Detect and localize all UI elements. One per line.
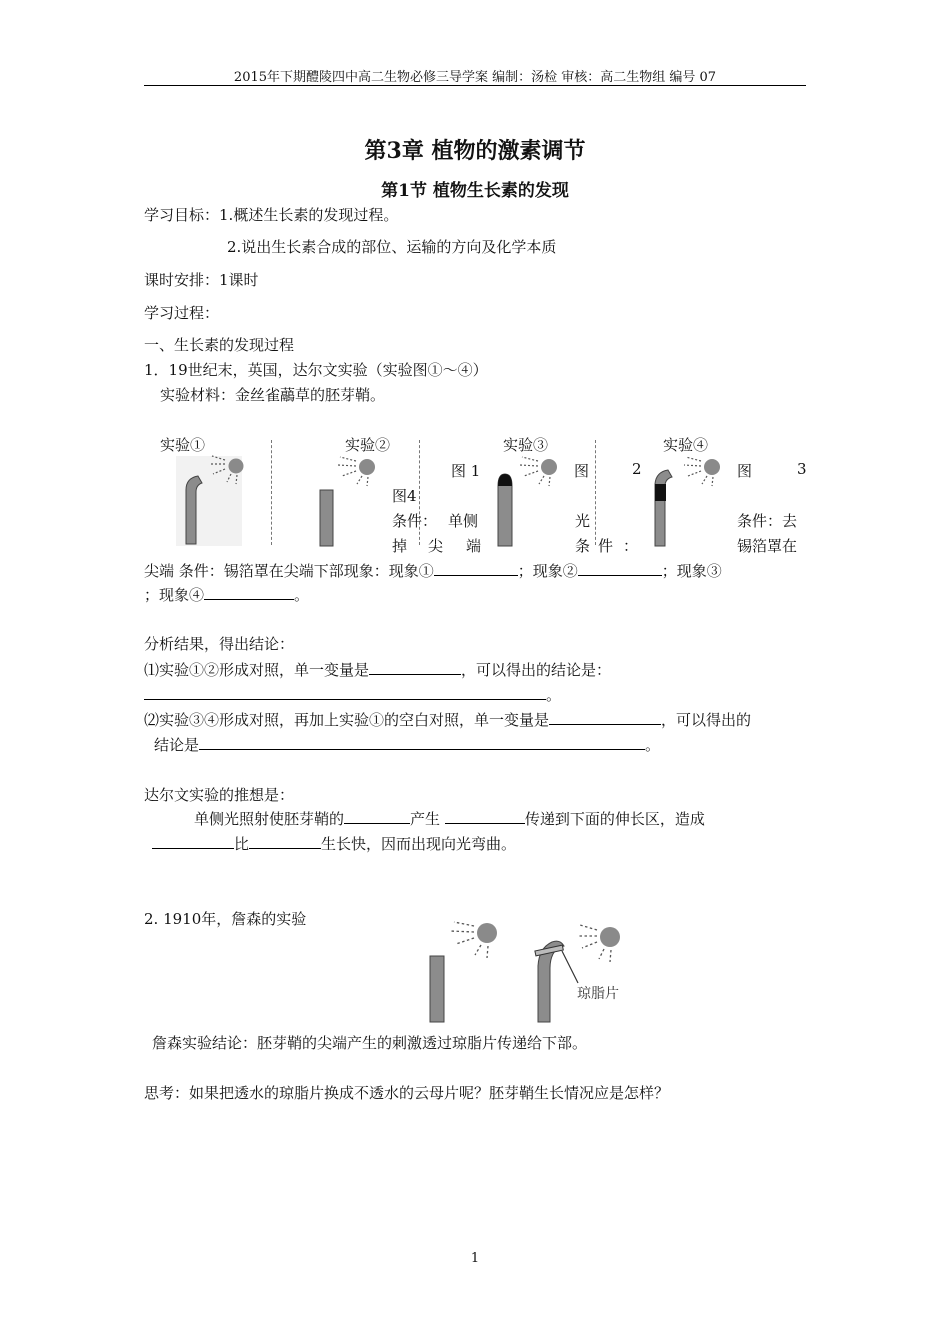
blank-hyp-2[interactable] (445, 822, 525, 824)
hyp-2b: 生长快，因而出现向光弯曲。 (321, 835, 517, 853)
figure-2-coleoptile-cut (318, 452, 388, 546)
cut-b: 尖 (428, 537, 444, 555)
condition-3a: 条 (575, 537, 591, 555)
cut-c: 端 (466, 537, 482, 555)
blank-obs-4[interactable] (204, 598, 294, 600)
jensen-figure-agar (530, 918, 630, 1022)
think-question: 思考：如果把透水的琼脂片换成不透水的云母片呢？胚芽鞘生长情况应是怎样？ (144, 1084, 670, 1102)
q1-text-b: ，可以得出的结论是： (461, 661, 612, 679)
obs-4-label: ；现象④ (144, 586, 205, 604)
q2-text-c: 结论是 (154, 736, 200, 754)
objective-item-2: 2.说出生长素合成的部位、运输的方向及化学本质 (227, 238, 557, 256)
darwin-material: 实验材料：金丝雀虉草的胚芽鞘。 (160, 386, 386, 404)
hyp-1c: 传递到下面的伸长区，造成 (524, 810, 705, 828)
blank-q2-conclusion[interactable] (199, 748, 645, 750)
condition-4: 锡箔罩在 (737, 537, 798, 555)
q2-text-b: ，可以得出的 (661, 711, 752, 729)
blank-obs-2[interactable] (578, 574, 662, 576)
section-title: 第1节 植物生长素的发现 (381, 181, 569, 201)
hyp-1b: 产生 (410, 810, 441, 828)
blank-q1-conclusion[interactable] (144, 698, 546, 700)
sun-icon (338, 457, 375, 486)
analysis-q2-answer (154, 734, 660, 755)
analysis-q1 (144, 659, 611, 680)
exp-label-4: 实验④ (663, 436, 709, 454)
analysis-q2 (144, 709, 751, 730)
hypothesis-line-2 (152, 833, 516, 854)
sun-icon (577, 925, 620, 962)
observation-line-2 (144, 584, 309, 605)
objectives-label: 学习目标： (144, 206, 220, 224)
fig-3-label-b: 3 (797, 460, 807, 478)
figure-3-coleoptile-tip-covered (494, 452, 564, 546)
objectives-line-1 (144, 204, 398, 225)
observation-prefix: 尖端 条件：锡箔罩在尖端下部现象：现象① (144, 562, 434, 580)
sun-icon (450, 922, 497, 958)
figure-1-coleoptile-bent (176, 452, 246, 546)
exp-label-2: 实验② (345, 436, 391, 454)
fig-1-label: 图 1 (451, 462, 481, 480)
q1-end: 。 (546, 686, 562, 704)
hypothesis-heading: 达尔文实验的推想是： (144, 786, 295, 804)
sun-icon (684, 457, 720, 486)
fig-4-label: 图4 (392, 487, 417, 505)
header-rule (144, 85, 806, 86)
chapter-title: 第3章 植物的激素调节 (364, 138, 586, 164)
hypothesis-line-1 (194, 808, 705, 829)
schedule-text: 课时安排：1课时 (144, 271, 259, 289)
jensen-heading: 2. 1910年，詹森的实验 (144, 910, 307, 928)
jensen-figure-control (428, 918, 508, 1022)
hyp-1a: 单侧光照射使胚芽鞘的 (194, 810, 345, 828)
obs-3-label: ；现象③ (661, 562, 722, 580)
sun-icon (520, 457, 557, 486)
exp-label-1: 实验① (160, 436, 206, 454)
fig-2-label-b: 2 (632, 460, 642, 478)
agar-label: 琼脂片 (577, 986, 619, 1002)
jensen-conclusion: 詹森实验结论：胚芽鞘的尖端产生的刺激透过琼脂片传递给下部。 (152, 1034, 588, 1052)
obs-period: 。 (294, 586, 310, 604)
process-label: 学习过程： (144, 304, 220, 322)
q1-text: ⑴实验①②形成对照，单一变量是 (144, 661, 370, 679)
fig-2-label-a: 图 (574, 462, 590, 480)
obs-2-label: ；现象② (517, 562, 578, 580)
page-header: 2015年下期醴陵四中高二生物必修三导学案 编制：汤检 审核：高二生物组 编号 07 (233, 70, 717, 85)
condition-1a: 条件： (392, 512, 438, 530)
blank-hyp-4[interactable] (249, 847, 321, 849)
blank-hyp-3[interactable] (152, 847, 234, 849)
blank-q1-variable[interactable] (369, 673, 461, 675)
condition-2: 条件：去 (737, 512, 798, 530)
condition-1b: 单侧 (448, 512, 479, 530)
darwin-heading: 1．19世纪末，英国，达尔文实验（实验图①～④） (144, 361, 488, 379)
blank-hyp-1[interactable] (344, 822, 410, 824)
condition-1c: 光 (575, 512, 591, 530)
cut-a: 掉 (392, 537, 408, 555)
condition-3b: 件 (598, 537, 614, 555)
condition-3c: ： (623, 537, 639, 555)
fig-3-label-a: 图 (737, 462, 753, 480)
part1-heading: 一、生长素的发现过程 (144, 336, 295, 354)
hyp-2a: 比 (234, 835, 250, 853)
blank-obs-1[interactable] (434, 574, 518, 576)
blank-q2-variable[interactable] (549, 723, 661, 725)
separator-3 (595, 440, 596, 545)
analysis-q1-answer (144, 684, 561, 705)
page-number: 1 (470, 1251, 480, 1266)
observation-line (144, 560, 722, 581)
objective-item-1: 1.概述生长素的发现过程。 (219, 206, 399, 224)
analysis-heading: 分析结果，得出结论： (144, 635, 295, 653)
exp-label-3: 实验③ (503, 436, 549, 454)
figure-4-coleoptile-base-covered (648, 452, 728, 546)
separator-1 (271, 440, 272, 545)
q2-end: 。 (645, 736, 661, 754)
q2-text: ⑵实验③④形成对照，再加上实验①的空白对照，单一变量是 (144, 711, 550, 729)
